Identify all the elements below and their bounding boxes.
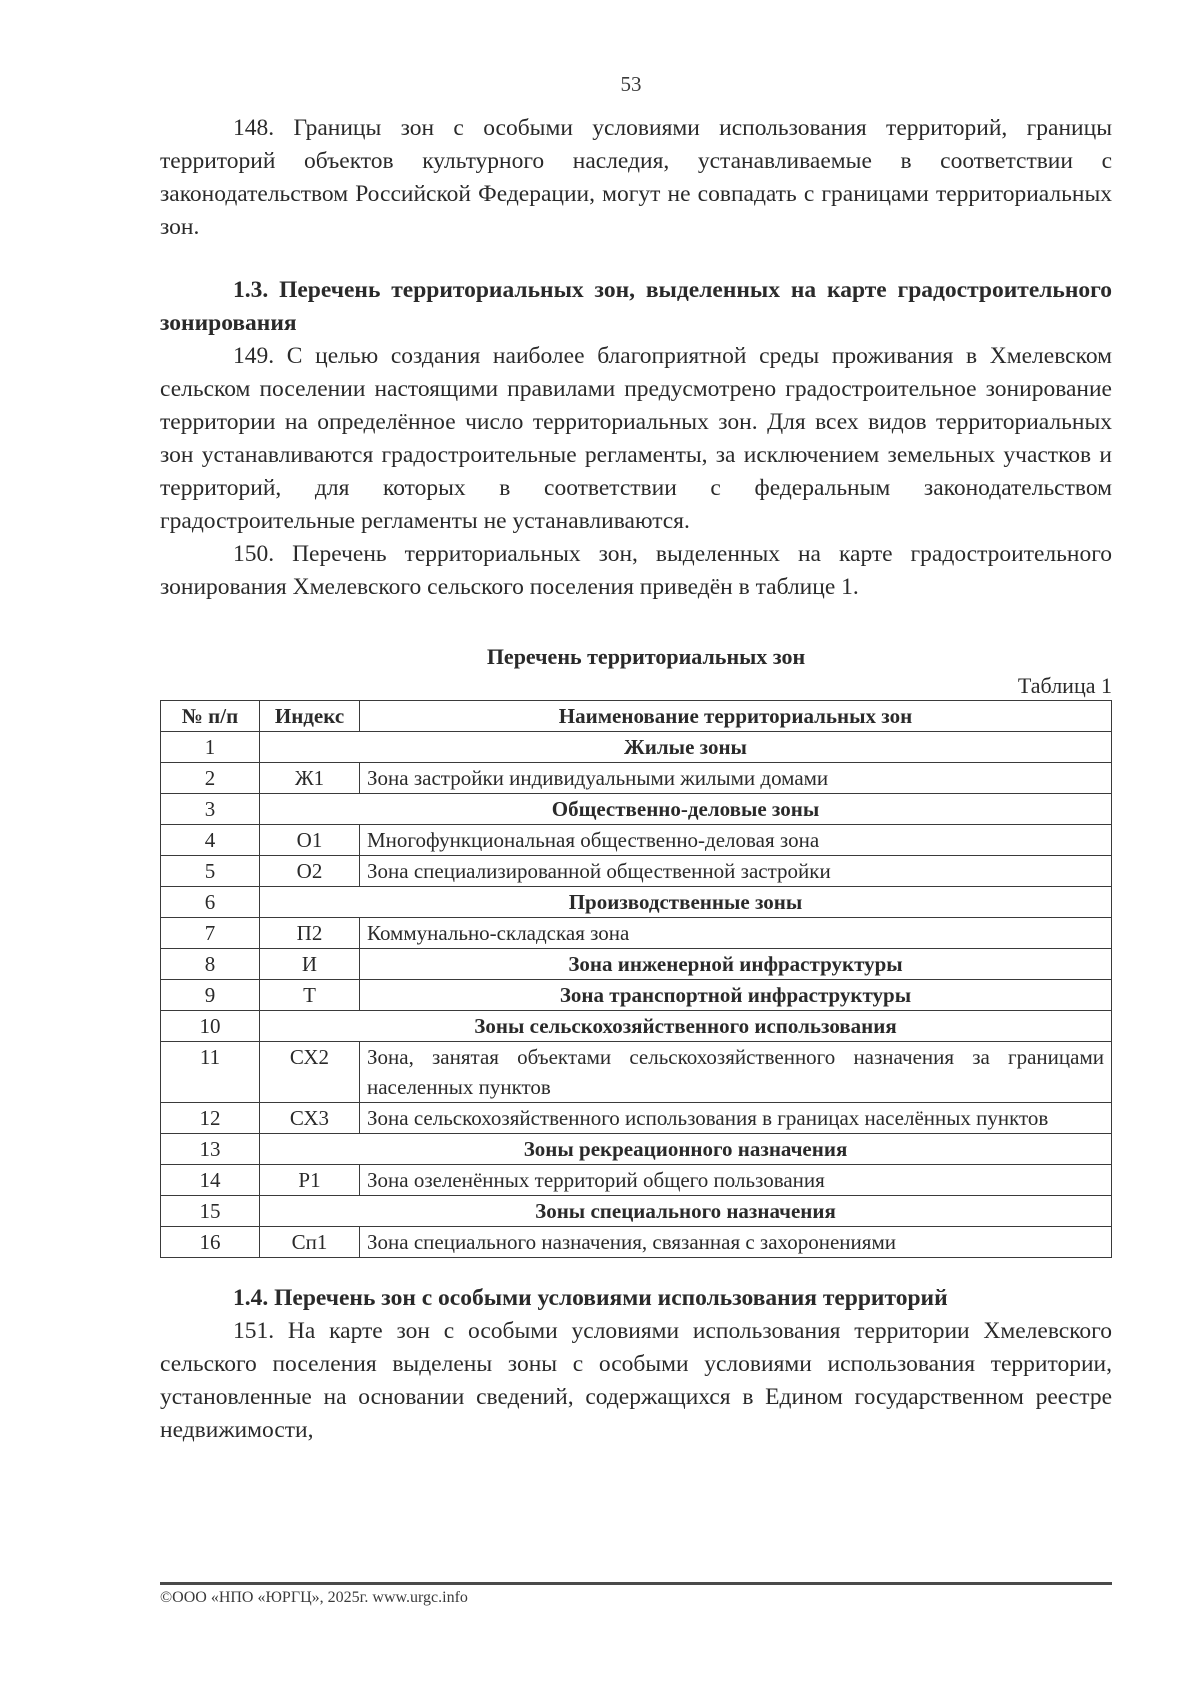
zone-name: Зона застройки индивидуальными жилыми домами: [360, 763, 1112, 794]
zone-group-name: Зоны рекреационного назначения: [260, 1134, 1112, 1165]
table-group-row: [161, 1134, 1112, 1165]
paragraph-148: 148. Границы зон с особыми условиями использования территорий, границы территорий объектов культурного наследия, устанавливаемые в соответствии с законодательством Российской Федерации, могут не совпадать с границами территориальных зон.: [160, 115, 1112, 240]
table-group-row: [161, 887, 1112, 918]
zone-index: СХ3: [260, 1103, 360, 1134]
footer-copyright: ©ООО «НПО «ЮРГЦ», 2025г. www.urgc.info: [160, 1589, 468, 1606]
zone-index: СХ2: [260, 1042, 360, 1103]
zone-name: Зона транспортной инфраструктуры: [360, 980, 1112, 1011]
table-row: [161, 949, 1112, 980]
paragraph-151: 151. На карте зон с особыми условиями использования территории Хмелевского сельского поселения выделены зоны с особыми условиями использования территории, установленные на основании сведений, содержащихся в Едином государственном реестре недвижимости,: [160, 1318, 1112, 1443]
row-number: 11: [161, 1042, 260, 1103]
row-number: 4: [161, 825, 260, 856]
zone-index: Р1: [260, 1165, 360, 1196]
zone-name: Коммунально-складская зона: [360, 918, 1112, 949]
zone-index: П2: [260, 918, 360, 949]
row-number: 14: [161, 1165, 260, 1196]
paragraph-150: 150. Перечень территориальных зон, выделенных на карте градостроительного зонирования Хмелевского сельского поселения приведён в таблице 1.: [160, 541, 1112, 600]
table-title: Перечень территориальных зон: [486, 644, 806, 669]
zone-group-name: Общественно-деловые зоны: [260, 794, 1112, 825]
page-number: 53: [620, 72, 642, 96]
table-row: [161, 1042, 1112, 1103]
table-row: [161, 980, 1112, 1011]
zone-name: Зона инженерной инфраструктуры: [360, 949, 1112, 980]
zone-group-name: Производственные зоны: [260, 887, 1112, 918]
table-row: [161, 918, 1112, 949]
zone-group-name: Жилые зоны: [260, 732, 1112, 763]
table-row: [161, 825, 1112, 856]
paragraph-149: 149. С целью создания наиболее благоприятной среды проживания в Хмелевском сельском поселении настоящими правилами предусмотрено градостроительное зонирование территории на определённое число территориальных зон. Для всех видов территориальных зон устанавливаются градостроительные регламенты, за исключением земельных участков и территорий, для которых в соответствии с федеральным законодательством градостроительные регламенты не устанавливаются.: [160, 343, 1112, 534]
table-group-row: [161, 1011, 1112, 1042]
footer-divider: [160, 1582, 1112, 1585]
row-number: 6: [161, 887, 260, 918]
zone-name: Зона озеленённых территорий общего пользования: [360, 1165, 1112, 1196]
zone-name: Многофункциональная общественно-деловая зона: [360, 825, 1112, 856]
section-heading-1-3: 1.3. Перечень территориальных зон, выделенных на карте градостроительного зонирования: [160, 277, 1112, 336]
zone-group-name: Зоны сельскохозяйственного использования: [260, 1011, 1112, 1042]
table-caption: Таблица 1: [1017, 673, 1112, 698]
row-number: 10: [161, 1011, 260, 1042]
table-row: [161, 763, 1112, 794]
zone-index: О1: [260, 825, 360, 856]
row-number: 12: [161, 1103, 260, 1134]
row-number: 15: [161, 1196, 260, 1227]
table-group-row: [161, 1196, 1112, 1227]
zones-table: [160, 700, 1112, 1258]
zone-index: И: [260, 949, 360, 980]
row-number: 5: [161, 856, 260, 887]
zone-name: Зона специализированной общественной застройки: [360, 856, 1112, 887]
zone-index: Т: [260, 980, 360, 1011]
section-heading-1-4: 1.4. Перечень зон с особыми условиями использования территорий: [233, 1285, 948, 1311]
zone-name: Зона, занятая объектами сельскохозяйственного назначения за границами населенных пунктов: [360, 1042, 1112, 1103]
row-number: 16: [161, 1227, 260, 1258]
zones-table-body: [161, 732, 1112, 1258]
zone-index: Ж1: [260, 763, 360, 794]
row-number: 7: [161, 918, 260, 949]
page-content: [160, 112, 1112, 1447]
zone-index: Сп1: [260, 1227, 360, 1258]
table-row: [161, 1103, 1112, 1134]
header-number: № п/п: [161, 701, 260, 732]
row-number: 13: [161, 1134, 260, 1165]
zone-index: О2: [260, 856, 360, 887]
row-number: 2: [161, 763, 260, 794]
row-number: 8: [161, 949, 260, 980]
header-zone-name: Наименование территориальных зон: [360, 701, 1112, 732]
zone-group-name: Зоны специального назначения: [260, 1196, 1112, 1227]
row-number: 9: [161, 980, 260, 1011]
table-row: [161, 1165, 1112, 1196]
table-group-row: [161, 794, 1112, 825]
header-index: Индекс: [260, 701, 360, 732]
row-number: 1: [161, 732, 260, 763]
zone-name: Зона специального назначения, связанная с захоронениями: [360, 1227, 1112, 1258]
table-row: [161, 1227, 1112, 1258]
row-number: 3: [161, 794, 260, 825]
table-group-row: [161, 732, 1112, 763]
zone-name: Зона сельскохозяйственного использования в границах населённых пунктов: [360, 1103, 1112, 1134]
table-row: [161, 856, 1112, 887]
table-header-row: [161, 701, 1112, 732]
